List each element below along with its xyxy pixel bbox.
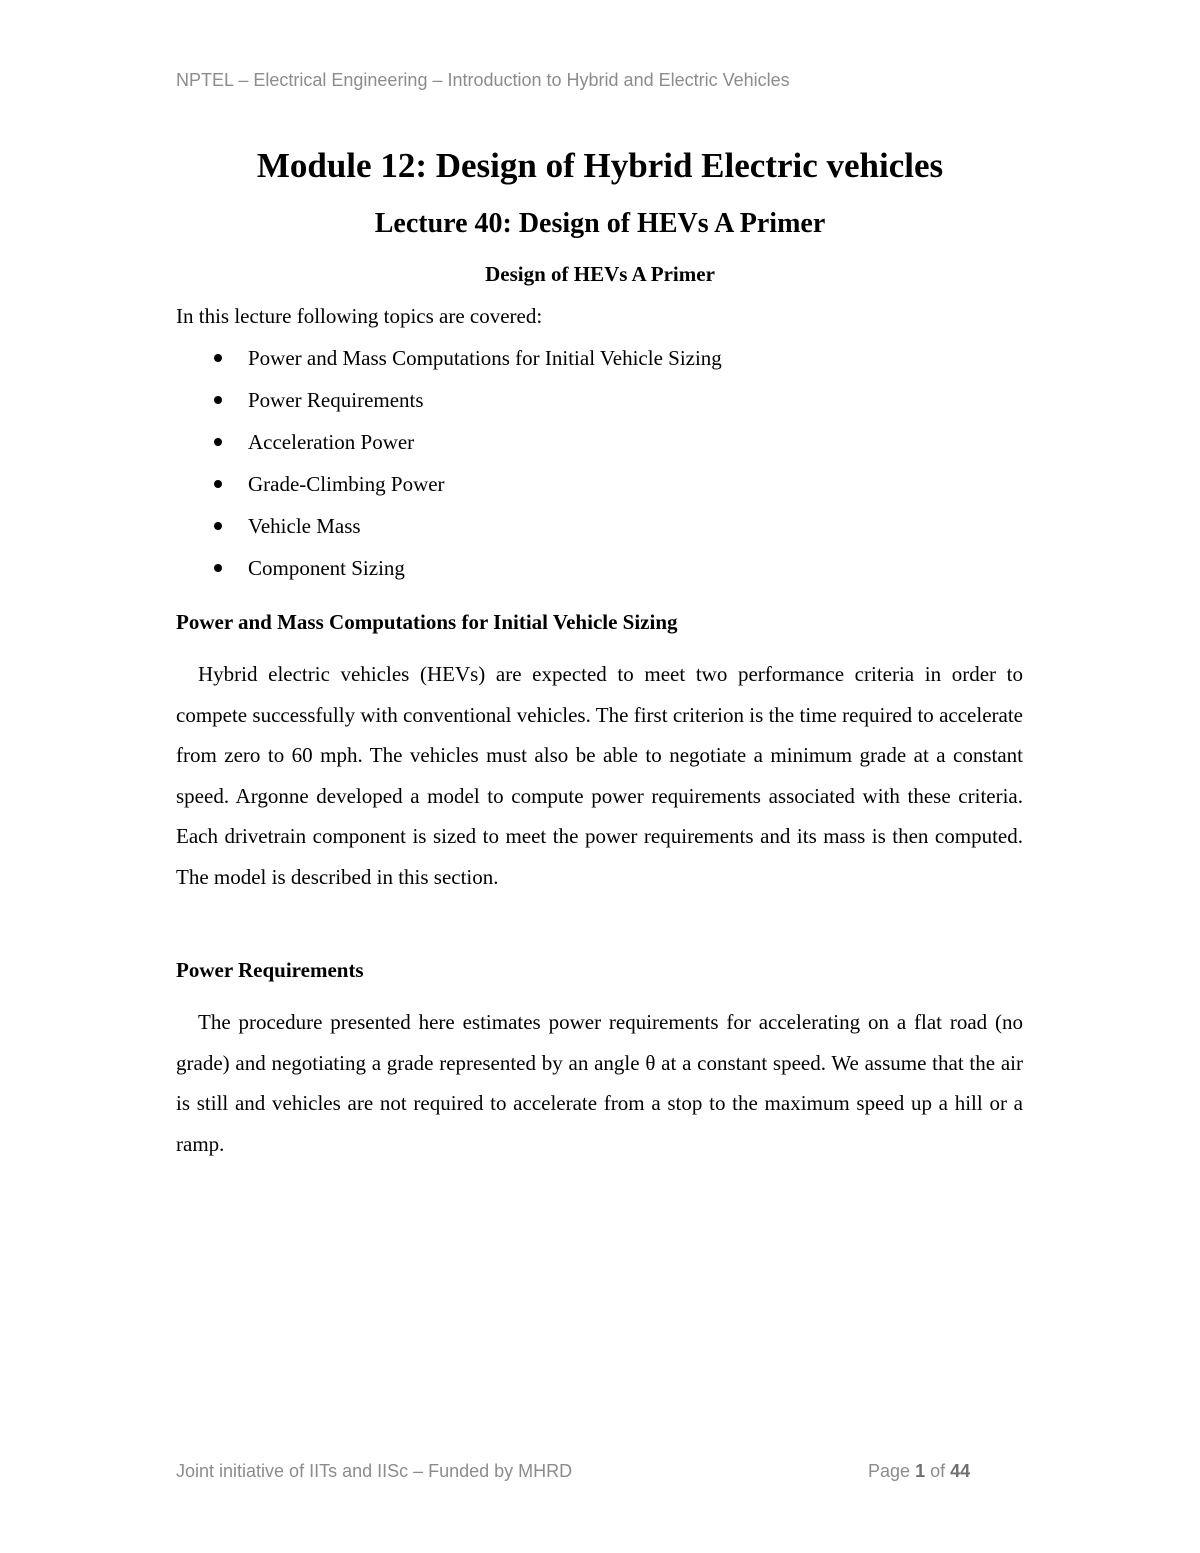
lecture-subtitle: Design of HEVs A Primer [485, 262, 715, 286]
list-item [176, 470, 722, 512]
bullet-icon [214, 438, 222, 446]
list-item [176, 344, 722, 386]
topic-label: Vehicle Mass [248, 514, 361, 538]
page-indicator [868, 1461, 970, 1482]
topic-label: Acceleration Power [248, 430, 415, 454]
section-heading-power-requirements: Power Requirements [176, 958, 364, 982]
module-title: Module 12: Design of Hybrid Electric vehicles [256, 146, 944, 185]
bullet-icon [214, 522, 222, 530]
page-current: 1 [915, 1461, 926, 1481]
list-item [176, 554, 722, 596]
intro-text: In this lecture following topics are covered: [176, 304, 543, 328]
page-total: 44 [950, 1461, 971, 1481]
topic-label: Grade-Climbing Power [248, 472, 445, 496]
list-item [176, 386, 722, 428]
lecture-title: Lecture 40: Design of HEVs A Primer [374, 208, 826, 239]
topic-label: Power and Mass Computations for Initial Vehicle Sizing [248, 346, 722, 370]
footer-funding: Joint initiative of IITs and IISc – Funded by MHRD [176, 1461, 573, 1481]
topic-list [176, 344, 722, 596]
page-label: Page [868, 1461, 911, 1481]
section-paragraph-power-requirements: The procedure presented here estimates power requirements for accelerating on a flat road (no grade) and negotiating a grade represented by an angle θ at a constant speed. We assume that the air is still and vehicles are not required to accelerate from a stop to the maximum speed up a hill or a ramp. [176, 1010, 1023, 1156]
bullet-icon [214, 480, 222, 488]
section-paragraph-power-mass: Hybrid electric vehicles (HEVs) are expected to meet two performance criteria in order to compete successfully with conventional vehicles. The first criterion is the time required to accelerate from zero to 60 mph. The vehicles must also be able to negotiate a minimum grade at a constant speed. Argonne developed a model to compute power requirements associated with these criteria. Each drivetrain component is sized to meet the power requirements and its mass is then computed. The model is described in this section. [176, 662, 1023, 889]
section-heading-power-mass: Power and Mass Computations for Initial Vehicle Sizing [176, 610, 678, 634]
page-of: of [930, 1461, 946, 1481]
bullet-icon [214, 396, 222, 404]
running-header: NPTEL – Electrical Engineering – Introduction to Hybrid and Electric Vehicles [176, 70, 790, 90]
topic-label: Component Sizing [248, 556, 405, 580]
bullet-icon [214, 354, 222, 362]
list-item [176, 428, 722, 470]
list-item [176, 512, 722, 554]
topic-label: Power Requirements [248, 388, 424, 412]
bullet-icon [214, 564, 222, 572]
